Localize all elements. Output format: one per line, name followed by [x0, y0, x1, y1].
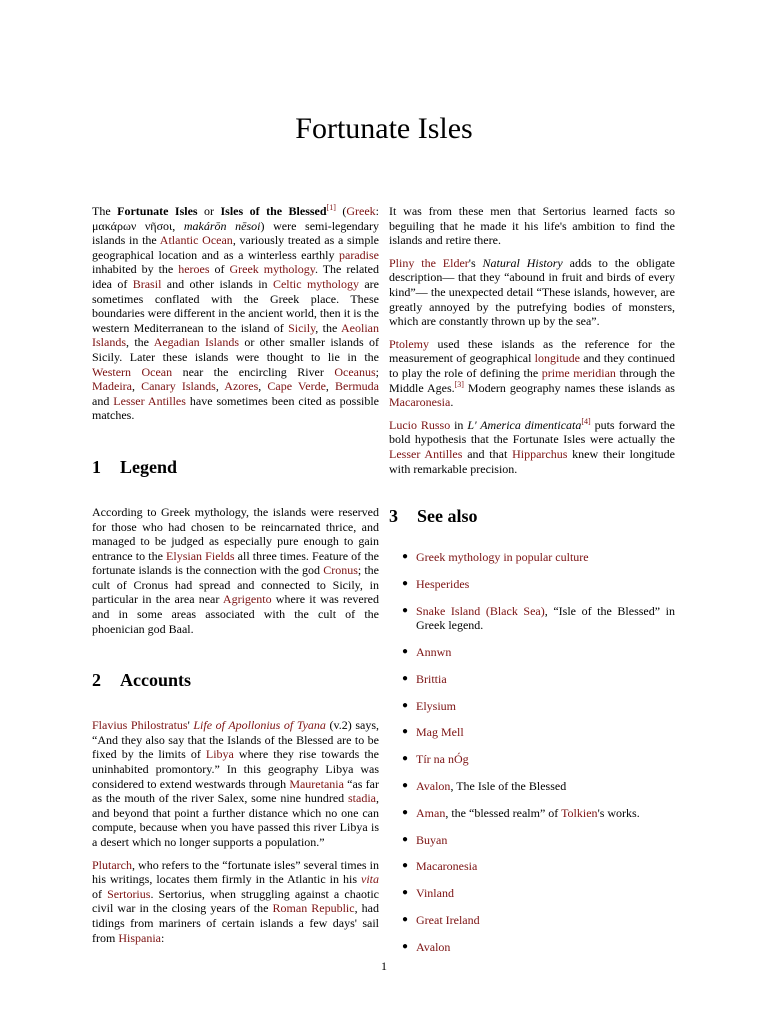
link-libya[interactable]: Libya	[205, 747, 234, 762]
link-vita[interactable]: vita	[361, 872, 379, 887]
section-number: 1	[92, 456, 101, 477]
italic-term: L' America dimenticata	[467, 417, 582, 432]
link-prime-meridian[interactable]: prime meridian	[541, 365, 616, 380]
text: .	[450, 395, 454, 410]
section-title: Accounts	[120, 670, 191, 691]
link-cape-verde[interactable]: Cape Verde	[267, 379, 326, 394]
link-see-also[interactable]: Greek mythology in popular culture	[416, 550, 589, 565]
link-greek[interactable]: Greek	[346, 204, 376, 218]
link-lesser-antilles[interactable]: Lesser Antilles	[389, 446, 463, 461]
link-tolkien[interactable]: Tolkien	[561, 805, 598, 820]
text: . The related idea of	[92, 262, 379, 291]
text: :	[160, 930, 165, 945]
link-oceanus[interactable]: Oceanus	[334, 364, 376, 379]
link-stadia[interactable]: stadia	[348, 791, 376, 806]
italic-term: Natural History	[482, 255, 563, 270]
list-item	[389, 550, 675, 565]
text: , the	[315, 320, 342, 335]
bold-term: Fortunate Isles	[117, 204, 198, 218]
text: 's works.	[597, 805, 640, 820]
text: (	[335, 204, 347, 218]
right-column	[389, 204, 675, 966]
list-item	[389, 833, 675, 848]
bullet-icon: ●	[402, 887, 409, 899]
link-ptolemy[interactable]: Ptolemy	[389, 336, 430, 351]
link-hispania[interactable]: Hispania	[118, 930, 161, 945]
link-plutarch[interactable]: Plutarch	[92, 857, 132, 872]
bullet-icon: ●	[402, 833, 409, 845]
section-heading-see-also	[389, 506, 675, 526]
bullet-icon: ●	[402, 646, 409, 658]
text: through the Middle Ages.	[389, 365, 675, 395]
link-lucio-russo[interactable]: Lucio Russo	[389, 417, 451, 432]
text: , The Isle of the Blessed	[450, 778, 567, 793]
citation-link[interactable]: [3]	[454, 379, 464, 389]
section-heading-accounts	[92, 670, 379, 690]
link-aegadian-islands[interactable]: Aegadian Islands	[153, 335, 239, 350]
bullet-icon: ●	[402, 699, 409, 711]
link-western-ocean[interactable]: Western Ocean	[92, 364, 173, 379]
section-title: See also	[417, 506, 478, 527]
intro-paragraph	[92, 204, 379, 423]
text: (v.2) says, “And they also say that the Islands of the Blessed are to be fixed by the limits of	[92, 718, 379, 762]
text: in	[450, 417, 468, 432]
list-item	[389, 752, 675, 767]
see-also-list	[389, 550, 675, 954]
bullet-icon: ●	[402, 913, 409, 925]
text: , variously treated as a simple geographical location and as a winterless earthly	[92, 233, 379, 262]
bullet-icon: ●	[402, 726, 409, 738]
italic-term: makárōn nēsoi	[183, 218, 261, 233]
link-see-also[interactable]: Hesperides	[416, 576, 470, 591]
bullet-icon: ●	[402, 860, 409, 872]
text: ; the cult of Cronus had spread and connected to Sicily, in particular in the area near	[92, 563, 380, 607]
text: inhabited by the	[92, 262, 179, 277]
list-item	[389, 886, 675, 901]
text: , the “blessed realm” of	[445, 805, 562, 820]
link-see-also[interactable]: Avalon	[416, 939, 451, 954]
section-heading-legend	[92, 457, 379, 477]
link-aeolian-islands[interactable]: Aeolian Islands	[92, 320, 380, 350]
link-see-also[interactable]: Vinland	[416, 886, 454, 901]
link-see-also[interactable]: Buyan	[416, 832, 448, 847]
link-roman-republic[interactable]: Roman Republic	[272, 901, 355, 916]
link-see-also[interactable]: Mag Mell	[416, 725, 464, 740]
text: and other islands in	[161, 276, 273, 291]
accounts-paragraph-sertorius: It was from these men that Sertorius learned facts so beguiling that he made it his life's ambition to find the islands and retire there.	[389, 204, 675, 248]
text: of	[209, 262, 230, 277]
link-sicily[interactable]: Sicily	[288, 320, 316, 335]
link-see-also[interactable]: Brittia	[416, 671, 447, 686]
text: all three times. Feature of the fortunate islands is the connection with the god	[92, 548, 379, 578]
link-celtic-mythology[interactable]: Celtic mythology	[272, 276, 359, 291]
bullet-icon: ●	[402, 577, 409, 589]
citation-link[interactable]: [1]	[326, 203, 336, 212]
text: , had tidings from mariners of certain islands a few days' sail from	[92, 901, 379, 945]
bold-term: Isles of the Blessed	[220, 204, 327, 218]
text: , the	[126, 335, 154, 350]
text: According to Greek mythology, the islands were reserved for those who had chosen to be reincarnated thrice, and managed to be judged as especially pure enough to gain entrance to the	[92, 504, 379, 563]
link-pliny-the-elder[interactable]: Pliny the Elder	[389, 255, 469, 270]
text: and	[92, 393, 114, 408]
link-see-also[interactable]: Avalon	[416, 778, 451, 793]
accounts-paragraph-pliny	[389, 256, 675, 329]
list-item	[389, 672, 675, 687]
bullet-icon: ●	[402, 551, 409, 563]
page-title: Fortunate Isles	[295, 112, 473, 145]
legend-paragraph	[92, 505, 379, 636]
link-lesser-antilles[interactable]: Lesser Antilles	[113, 393, 186, 408]
text: or	[197, 204, 221, 218]
link-atlantic-ocean[interactable]: Atlantic Ocean	[159, 233, 233, 248]
link-life-of-apollonius[interactable]: Life of Apollonius of Tyana	[193, 718, 326, 733]
text: have sometimes been cited as possible matches.	[92, 393, 379, 423]
link-canary-islands[interactable]: Canary Islands	[141, 379, 216, 394]
list-item	[389, 806, 675, 821]
text: The	[92, 204, 118, 218]
list-item	[389, 859, 675, 874]
text: or other smaller islands of Sicily. Later these islands were thought to lie in the	[92, 335, 379, 364]
bullet-icon: ●	[402, 672, 409, 684]
text: used these islands as the reference for the measurement of geographical	[389, 336, 675, 366]
link-elysian-fields[interactable]: Elysian Fields	[166, 548, 235, 563]
section-number: 3	[389, 506, 398, 527]
text: : μακάρων νῆσοι,	[92, 204, 380, 233]
accounts-paragraph-philostratus	[92, 718, 379, 849]
list-item	[389, 913, 675, 928]
link-flavius-philostratus[interactable]: Flavius Philostratus	[92, 718, 188, 733]
link-macaronesia[interactable]: Macaronesia	[389, 395, 451, 410]
link-cronus[interactable]: Cronus	[323, 563, 358, 578]
bullet-icon: ●	[402, 940, 409, 952]
text: of	[92, 886, 108, 901]
text: where they rise towards the uninhabited promontory.” In this geography Libya was considered to extend westwards through	[92, 747, 380, 791]
list-item	[389, 725, 675, 740]
text: and that	[462, 446, 513, 461]
text: “as far as the mouth of the river Salex, some nine hundred	[92, 776, 379, 806]
link-see-also[interactable]: Great Ireland	[416, 912, 480, 927]
link-sertorius[interactable]: Sertorius	[107, 886, 151, 901]
link-see-also[interactable]: Elysium	[416, 698, 457, 713]
list-item	[389, 779, 675, 794]
link-madeira[interactable]: Madeira	[92, 379, 132, 394]
accounts-paragraph-plutarch	[92, 858, 379, 946]
link-azores[interactable]: Azores	[224, 379, 259, 394]
text: Modern geography names these islands as	[463, 380, 675, 395]
link-greek-mythology[interactable]: Greek mythology	[229, 262, 315, 277]
link-see-also[interactable]: Tír na nÓg	[416, 752, 469, 767]
text: ,	[325, 379, 336, 394]
list-item	[389, 604, 675, 633]
bullet-icon: ●	[402, 753, 409, 765]
bullet-icon: ●	[402, 779, 409, 791]
text: , and beyond that point a further distance which no one can compute, because when you have passed this river Libya is a desert which no longer supports a population.”	[92, 791, 379, 849]
citation-link[interactable]: [4]	[581, 416, 591, 426]
text: and they continued to play the role of defining the	[389, 351, 676, 380]
link-see-also[interactable]: Aman	[416, 805, 446, 820]
link-agrigento[interactable]: Agrigento	[222, 592, 272, 607]
page-number: 1	[381, 959, 387, 973]
link-paradise[interactable]: paradise	[339, 247, 379, 262]
section-number: 2	[92, 670, 101, 691]
link-see-also[interactable]: Annwn	[416, 645, 452, 660]
link-heroes[interactable]: heroes	[178, 262, 210, 277]
section-title: Legend	[120, 456, 178, 477]
left-column	[92, 204, 379, 953]
text: 's	[468, 255, 483, 270]
link-bermuda[interactable]: Bermuda	[335, 379, 380, 394]
bullet-icon: ●	[402, 604, 409, 616]
text: , “Isle of the Blessed” in Greek legend.	[416, 603, 675, 633]
link-see-also[interactable]: Macaronesia	[416, 859, 478, 874]
text: where it was revered and in some areas associated with the cult of the phoenician god Baal.	[92, 592, 379, 636]
link-longitude[interactable]: longitude	[534, 351, 580, 366]
link-brasil[interactable]: Brasil	[132, 276, 162, 291]
list-item	[389, 940, 675, 955]
list-item	[389, 645, 675, 660]
list-item	[389, 577, 675, 592]
text: are sometimes conflated with the Greek place. These boundaries were different in the ancient world, then it is the western Mediterranean to the island of	[92, 276, 380, 335]
list-item	[389, 699, 675, 714]
bullet-icon: ●	[402, 806, 409, 818]
text: ,	[258, 379, 268, 394]
accounts-paragraph-russo	[389, 418, 675, 476]
text: ;	[375, 364, 379, 379]
text: . Sertorius, when struggling against a chaotic civil war in the closing years of the	[92, 886, 380, 916]
text: knew their longitude with remarkable precision.	[389, 446, 676, 476]
link-see-also[interactable]: Snake Island (Black Sea)	[416, 603, 545, 618]
text: , who refers to the “fortunate isles” several times in his writings, locates them firmly in the Atlantic in his	[92, 857, 379, 887]
text: ,	[131, 379, 142, 394]
text: ,	[215, 379, 225, 394]
text: '	[187, 718, 194, 733]
link-mauretania[interactable]: Mauretania	[289, 776, 344, 791]
text: puts forward the bold hypothesis that the Fortunate Isles were actually the	[389, 417, 675, 447]
link-hipparchus[interactable]: Hipparchus	[512, 446, 568, 461]
accounts-paragraph-ptolemy	[389, 337, 675, 410]
text: near the encircling River	[172, 364, 335, 379]
text: ) were semi-legendary islands in the	[92, 218, 379, 248]
text: adds to the obligate description— that they “abound in fruit and birds of every kind”— the unexpected detail “These islands, however, are greatly annoyed by the putrefying bodies of monsters, which are constantly thrown up by the sea”.	[389, 255, 675, 329]
